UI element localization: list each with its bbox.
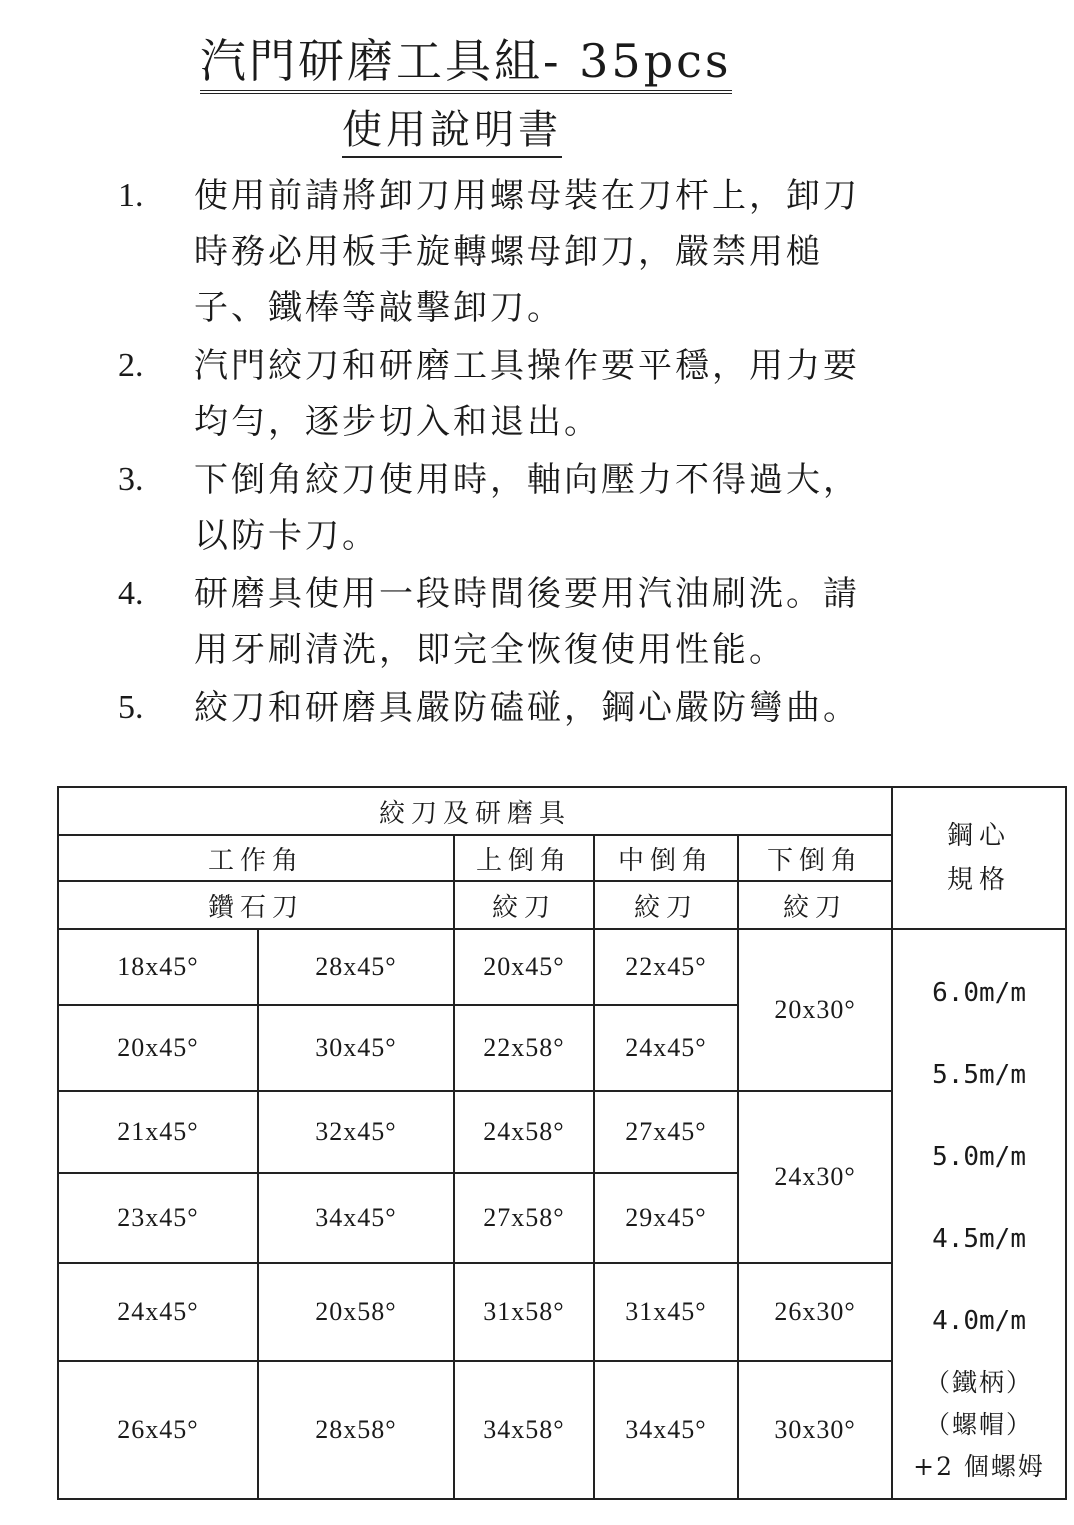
table-cell: 20x45° bbox=[58, 1005, 258, 1091]
table-cell: 26x45° bbox=[58, 1361, 258, 1499]
table-cell: 28x45° bbox=[258, 929, 454, 1005]
table-cell: 34x58° bbox=[454, 1361, 594, 1499]
header-lower-reamer: 絞刀 bbox=[738, 881, 892, 929]
table-cell: 32x45° bbox=[258, 1091, 454, 1173]
core-header-line-2: 規格 bbox=[947, 865, 1012, 895]
header-lower-chamfer: 下倒角 bbox=[738, 835, 892, 881]
instruction-item-5 bbox=[118, 680, 1018, 736]
table-cell: 24x45° bbox=[594, 1005, 738, 1091]
instruction-number: 5. bbox=[118, 689, 144, 726]
core-note: （螺帽） bbox=[925, 1410, 1034, 1439]
instruction-item-2 bbox=[118, 338, 1018, 450]
header-upper-reamer: 絞刀 bbox=[454, 881, 594, 929]
header-reamer-and-lapping: 絞刀及研磨具 bbox=[58, 787, 892, 835]
header-upper-chamfer: 上倒角 bbox=[454, 835, 594, 881]
header-middle-reamer: 絞刀 bbox=[594, 881, 738, 929]
header-core-spec bbox=[892, 787, 1066, 929]
table-cell: 21x45° bbox=[58, 1091, 258, 1173]
instruction-line: 時務必用板手旋轉螺母卸刀，嚴禁用槌 bbox=[194, 232, 823, 272]
header-middle-chamfer: 中倒角 bbox=[594, 835, 738, 881]
header-diamond-cutter: 鑽石刀 bbox=[58, 881, 454, 929]
instruction-item-1 bbox=[118, 168, 1018, 336]
instruction-number: 4. bbox=[118, 575, 144, 612]
table-cell: 23x45° bbox=[58, 1173, 258, 1263]
core-size: 5.5m/m bbox=[932, 1060, 1026, 1090]
table-cell: 31x45° bbox=[594, 1263, 738, 1361]
table-cell: 29x45° bbox=[594, 1173, 738, 1263]
instruction-line: 使用前請將卸刀用螺母裝在刀杆上，卸刀 bbox=[194, 176, 860, 216]
table-cell: 22x58° bbox=[454, 1005, 594, 1091]
instruction-number: 2. bbox=[118, 347, 144, 384]
instruction-line: 絞刀和研磨具嚴防磕碰，鋼心嚴防彎曲。 bbox=[194, 688, 860, 728]
table-cell: 20x45° bbox=[454, 929, 594, 1005]
instruction-item-4 bbox=[118, 566, 1018, 678]
table-cell: 18x45° bbox=[58, 929, 258, 1005]
document-title: 汽門研磨工具組- 35pcs bbox=[200, 38, 732, 94]
instruction-line: 下倒角絞刀使用時，軸向壓力不得過大， bbox=[194, 460, 860, 500]
core-size: 4.5m/m bbox=[932, 1224, 1026, 1254]
core-spec-cell bbox=[892, 929, 1066, 1499]
table-cell: 31x58° bbox=[454, 1263, 594, 1361]
instruction-line: 用牙刷清洗，即完全恢復使用性能。 bbox=[194, 630, 786, 670]
core-note: （鐵柄） bbox=[925, 1368, 1034, 1397]
lower-reamer-cell: 24x30° bbox=[738, 1091, 892, 1263]
header-work-angle: 工作角 bbox=[58, 835, 454, 881]
table-cell: 34x45° bbox=[258, 1173, 454, 1263]
instruction-line: 以防卡刀。 bbox=[194, 516, 379, 556]
core-note: +2 個螺姆 bbox=[913, 1452, 1045, 1481]
instruction-number: 1. bbox=[118, 177, 144, 214]
spec-table bbox=[57, 786, 1067, 1500]
lower-reamer-cell: 20x30° bbox=[738, 929, 892, 1091]
document-subtitle: 使用說明書 bbox=[342, 110, 562, 158]
table-cell: 20x58° bbox=[258, 1263, 454, 1361]
core-size: 5.0m/m bbox=[932, 1142, 1026, 1172]
table-cell: 34x45° bbox=[594, 1361, 738, 1499]
table-cell: 22x45° bbox=[594, 929, 738, 1005]
instruction-list bbox=[118, 168, 1018, 736]
table-cell: 30x45° bbox=[258, 1005, 454, 1091]
table-cell: 27x58° bbox=[454, 1173, 594, 1263]
instruction-line: 汽門絞刀和研磨工具操作要平穩，用力要 bbox=[194, 346, 860, 386]
table-cell: 24x58° bbox=[454, 1091, 594, 1173]
instruction-line: 研磨具使用一段時間後要用汽油刷洗。請 bbox=[194, 574, 860, 614]
lower-reamer-cell: 26x30° bbox=[738, 1263, 892, 1361]
core-size: 4.0m/m bbox=[932, 1306, 1026, 1336]
instruction-number: 3. bbox=[118, 461, 144, 498]
instruction-line: 子、鐵棒等敲擊卸刀。 bbox=[194, 288, 564, 328]
lower-reamer-cell: 30x30° bbox=[738, 1361, 892, 1499]
core-header-line-1: 鋼心 bbox=[947, 821, 1012, 851]
instruction-line: 均勻，逐步切入和退出。 bbox=[194, 402, 601, 442]
table-cell: 24x45° bbox=[58, 1263, 258, 1361]
instruction-item-3 bbox=[118, 452, 1018, 564]
core-size: 6.0m/m bbox=[932, 978, 1026, 1008]
table-cell: 28x58° bbox=[258, 1361, 454, 1499]
table-cell: 27x45° bbox=[594, 1091, 738, 1173]
